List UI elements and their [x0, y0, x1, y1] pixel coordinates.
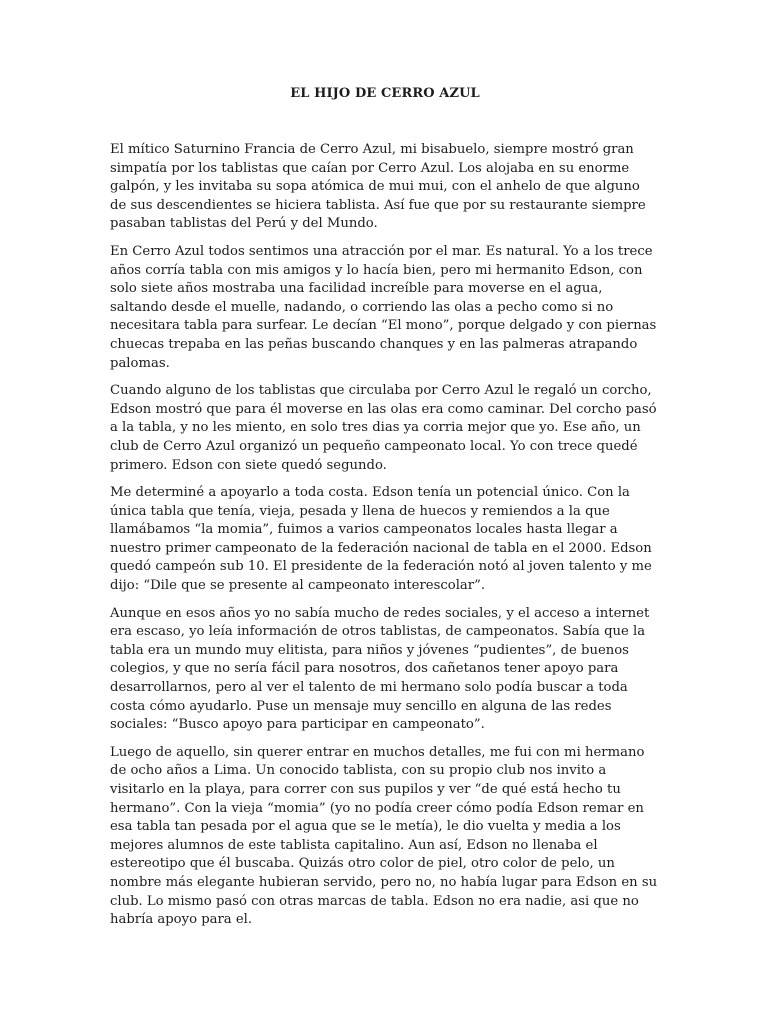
paragraph-4: Me determiné a apoyarlo a toda costa. Edson tenía un potencial único. Con la única tabla que tenía, vieja, pesada y llena de huecos y remiendos a la que llamábamos “la momia”, fuimos a varios campeonatos locales hasta llegar a nuestro primer campeonato de la federación nacional de tabla en el 2000. Edson quedó campeón sub 10. El presidente de la federación notó al joven talento y me dijo: “Dile que se presente al campeonato interescolar”.	[110, 485, 652, 594]
paragraph-2: En Cerro Azul todos sentimos una atracción por el mar. Es natural. Yo a los trece años corría tabla con mis amigos y lo hacía bien, pero mi hermanito Edson, con solo siete años mostraba una facilidad increíble para moverse en el agua, saltando desde el muelle, nadando, o corriendo las olas a pecho como si no necesitara tabla para surfear. Le decían “El mono”, porque delgado y con piernas chuecas trepaba en las peñas buscando chanques y en las palmeras atrapando palomas.	[110, 243, 657, 371]
document-body	[110, 141, 660, 939]
paragraph-3: Cuando alguno de los tablistas que circulaba por Cerro Azul le regaló un corcho, Edson mostró que para él moverse en las olas era como caminar. Del corcho pasó a la tabla, y no les miento, en solo tres dias ya corria mejor que yo. Ese año, un club de Cerro Azul organizó un pequeño campeonato local. Yo con trece quedé primero. Edson con siete quedó segundo.	[110, 383, 657, 473]
paragraph-1: El mítico Saturnino Francia de Cerro Azul, mi bisabuelo, siempre mostró gran simpatía por los tablistas que caían por Cerro Azul. Los alojaba en su enorme galpón, y les invitaba su sopa atómica de mui mui, con el anhelo de que alguno de sus descendientes se hiciera tablista. Así fue que por su restaurante siempre pasaban tablistas del Perú y del Mundo.	[110, 142, 646, 232]
paragraph-6: Luego de aquello, sin querer entrar en muchos detalles, me fui con mi hermano de ocho años a Lima. Un conocido tablista, con su propio club nos invito a visitarlo en la playa, para correr con sus pupilos y ver “de qué está hecho tu hermano”. Con la vieja “momia” (yo no podía creer cómo podía Edson remar en esa tabla tan pesada por el agua que se le metía), le dio vuelta y media a los mejores alumnos de este tablista capitalino. Aun así, Edson no llenaba el estereotipo que él buscaba. Quizás otro color de piel, otro color de pelo, un nombre más elegante hubieran servido, pero no, no había lugar para Edson en su club. Lo mismo pasó con otras marcas de tabla. Edson no era nadie, asi que no habría apoyo para el.	[110, 744, 658, 928]
paragraph-5: Aunque en esos años yo no sabía mucho de redes sociales, y el acceso a internet era escaso, yo leía información de otros tablistas, de campeonatos. Sabía que la tabla era un mundo muy elitista, para niños y jóvenes “pudientes”, de buenos colegios, y que no sería fácil para nosotros, dos cañetanos tener apoyo para desarrollarnos, pero al ver el talento de mi hermano solo podía buscar a toda costa cómo ayudarlo. Puse un mensaje muy sencillo en alguna de las redes sociales: “Busco apoyo para participar en campeonato”.	[110, 605, 650, 733]
document-title: EL HIJO DE CERRO AZUL	[290, 86, 480, 101]
